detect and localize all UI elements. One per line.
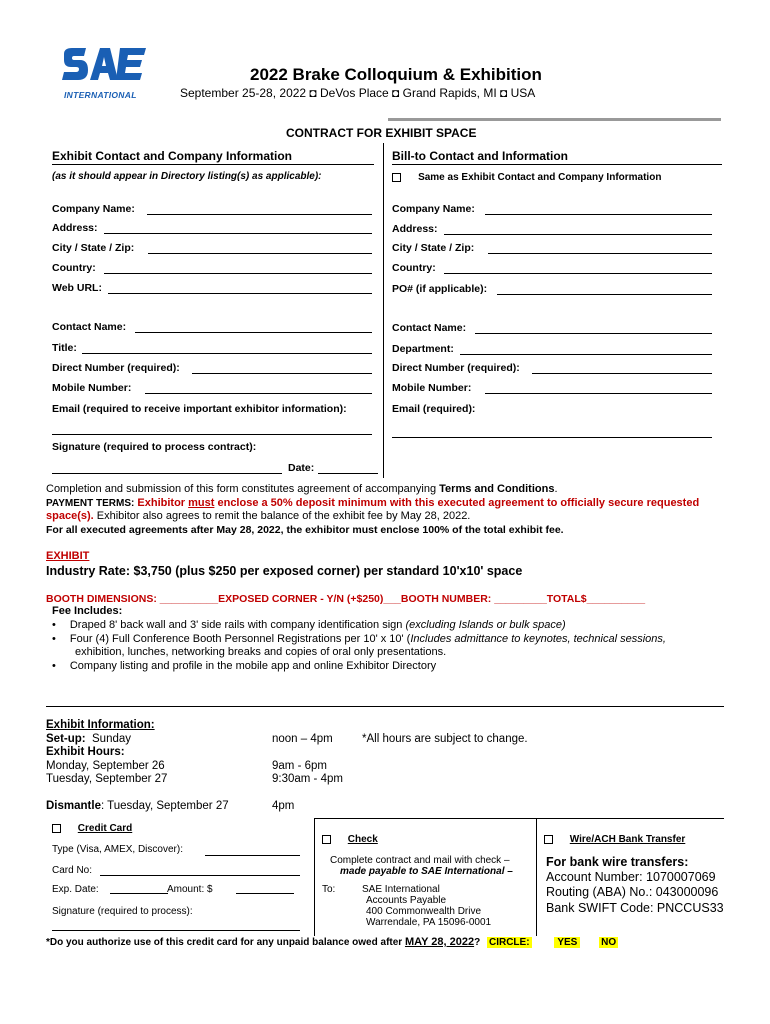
tuesday-time: 9:30am - 4pm (272, 773, 343, 785)
payment-top-border (314, 818, 724, 819)
wire-routing-number: Routing (ABA) No.: 043000096 (546, 885, 719, 899)
left-email-label: Email (required to receive important exhibitor information): (52, 403, 347, 415)
hours-note: *All hours are subject to change. (362, 733, 528, 745)
authorize-yes[interactable]: YES (554, 937, 580, 948)
exhibit-info-heading: Exhibit Information: (46, 719, 155, 731)
tuesday-label: Tuesday, September 27 (46, 773, 168, 785)
right-company-label: Company Name: (392, 203, 475, 215)
authorize-date: MAY 28, 2022 (404, 936, 475, 948)
right-contact-field[interactable] (475, 333, 712, 334)
left-company-label: Company Name: (52, 203, 135, 215)
sae-logo (60, 44, 150, 102)
right-contact-label: Contact Name: (392, 322, 467, 334)
same-as-row[interactable] (392, 171, 661, 183)
card-type-label: Type (Visa, AMEX, Discover): (52, 844, 183, 855)
payment-terms-rest: Exhibitor also agrees to remit the balance of the exhibit fee by May 28, 2022. (93, 510, 471, 522)
section-rule (46, 706, 724, 707)
right-direct-label: Direct Number (required): (392, 362, 520, 374)
event-subtitle: September 25-28, 2022 ◘ DeVos Place ◘ Grand Rapids, MI ◘ USA (180, 86, 536, 100)
check-label: Check (347, 834, 378, 845)
right-department-label: Department: (392, 343, 454, 355)
same-as-checkbox[interactable] (392, 173, 401, 182)
fee-bullet-3-text: Company listing and profile in the mobile app and online Exhibitor Directory (69, 660, 437, 672)
check-instructions-1: Complete contract and mail with check – (330, 855, 510, 866)
payment-terms-red-b: enclose a 50% deposit minimum with this executed agreement to officially secure requested (214, 497, 700, 509)
left-direct-field[interactable] (192, 373, 372, 374)
event-title: 2022 Brake Colloquium & Exhibition (250, 65, 542, 84)
left-mobile-label: Mobile Number: (52, 382, 132, 394)
right-city-label: City / State / Zip: (392, 242, 475, 254)
check-address-line-2: Accounts Payable (366, 895, 447, 906)
left-address-field[interactable] (104, 233, 372, 234)
card-no-field[interactable] (100, 875, 300, 876)
setup-day: Sunday (85, 733, 132, 745)
date-field[interactable] (318, 473, 378, 474)
fee-includes-label: Fee Includes: (52, 605, 123, 617)
wire-heading: For bank wire transfers: (546, 855, 689, 869)
credit-card-label: Credit Card (77, 823, 133, 834)
credit-card-option[interactable] (52, 823, 132, 834)
right-address-label: Address: (392, 223, 438, 235)
bullet-dot: • (52, 619, 56, 631)
cc-signature-field[interactable] (52, 930, 300, 931)
authorize-question: ? (474, 937, 481, 948)
booth-line[interactable]: BOOTH DIMENSIONS: __________EXPOSED CORNER - Y/N (+$250)___BOOTH NUMBER: _________TOTAL$__________ (46, 593, 646, 605)
check-instructions-2: made payable to SAE International – (340, 866, 513, 877)
check-option[interactable] (322, 834, 378, 845)
bill-to-heading-underline (392, 164, 722, 165)
bullet-dot: • (52, 660, 56, 672)
check-to-label: To: (322, 884, 336, 895)
left-web-label: Web URL: (52, 282, 102, 294)
header-divider (388, 118, 721, 121)
contract-title: CONTRACT FOR EXHIBIT SPACE (286, 126, 477, 140)
payment-terms-line2 (46, 510, 470, 522)
fee-bullet-3 (52, 660, 436, 672)
cc-signature-label: Signature (required to process): (52, 906, 193, 917)
right-email-label: Email (required): (392, 403, 476, 415)
payment-terms-must: must (188, 497, 215, 509)
exhibit-label: EXHIBIT (46, 550, 90, 562)
left-city-label: City / State / Zip: (52, 242, 135, 254)
right-company-field[interactable] (485, 214, 712, 215)
amount-label: Amount: $ (167, 884, 213, 895)
left-country-label: Country: (52, 262, 96, 274)
sae-logo-mark (60, 44, 150, 88)
right-mobile-label: Mobile Number: (392, 382, 472, 394)
setup-row (46, 733, 131, 745)
check-box-right-border (536, 818, 537, 936)
right-country-field[interactable] (444, 273, 712, 274)
right-mobile-field[interactable] (485, 393, 712, 394)
left-email-field[interactable] (52, 434, 372, 435)
same-as-label: Same as Exhibit Contact and Company Information (418, 172, 662, 183)
setup-label: Set-up: (46, 733, 86, 745)
check-address-line-1: SAE International (362, 884, 440, 895)
right-po-field[interactable] (497, 294, 712, 295)
directory-note: (as it should appear in Directory listing(s) as applicable): (52, 171, 322, 182)
fee-bullet-1 (52, 619, 566, 631)
setup-time: noon – 4pm (272, 733, 333, 745)
wire-swift-code: Bank SWIFT Code: PNCCUS33 (546, 901, 724, 915)
signature-label: Signature (required to process contract): (52, 441, 257, 453)
payment-terms-line (46, 497, 699, 509)
left-contact-field[interactable] (135, 332, 372, 333)
right-city-field[interactable] (488, 253, 712, 254)
right-country-label: Country: (392, 262, 436, 274)
fee-bullet-1-text: Draped 8' back wall and 3' side rails with company identification sign (69, 619, 406, 631)
signature-field[interactable] (52, 473, 282, 474)
fee-bullet-1-italic: (excluding Islands or bulk space) (405, 619, 566, 631)
exhibit-contact-heading-underline (52, 164, 374, 165)
bill-to-heading: Bill-to Contact and Information (392, 149, 568, 163)
dismantle-time: 4pm (272, 800, 295, 812)
left-country-field[interactable] (104, 273, 372, 274)
exhibit-hours-label: Exhibit Hours: (46, 746, 125, 758)
after-date-terms: For all executed agreements after May 28, 2022, the exhibitor must enclose 100% of the total exhibit fee. (46, 524, 564, 536)
wire-account-number: Account Number: 1070007069 (546, 870, 716, 884)
monday-label: Monday, September 26 (46, 760, 165, 772)
right-email-field[interactable] (392, 437, 712, 438)
dismantle-label: Dismantle (46, 800, 101, 812)
left-city-field[interactable] (148, 253, 372, 254)
fee-bullet-2-cont: exhibition, lunches, networking breaks and copies of oral only presentations. (75, 646, 447, 658)
authorize-no[interactable]: NO (601, 937, 617, 948)
industry-rate: Industry Rate: $3,750 (plus $250 per exposed corner) per standard 10'x10' space (46, 564, 523, 578)
wire-option[interactable] (544, 834, 685, 845)
fee-bullet-2 (52, 633, 666, 645)
left-address-label: Address: (52, 222, 98, 234)
fee-bullet-2-italic: Includes admittance to keynotes, technical sessions, (410, 633, 666, 645)
authorize-text: *Do you authorize use of this credit card for any unpaid balance owed after (46, 937, 405, 948)
check-checkbox[interactable] (322, 835, 331, 844)
dismantle-day: : Tuesday, September 27 (100, 800, 229, 812)
payment-terms-space: space(s). (46, 510, 94, 522)
bullet-dot: • (52, 633, 56, 645)
terms-line-text: Completion and submission of this form constitutes agreement of accompanying (46, 483, 440, 495)
date-label: Date: (288, 462, 315, 474)
terms-link[interactable]: Terms and Conditions (439, 483, 555, 495)
column-divider (383, 143, 384, 478)
wire-label: Wire/ACH Bank Transfer (569, 834, 686, 845)
authorize-line (46, 936, 618, 948)
dismantle-row (46, 800, 229, 812)
payment-terms-red-a: Exhibitor (137, 497, 189, 509)
check-address-line-3: 400 Commonwealth Drive (366, 906, 482, 917)
terms-line-end: . (554, 483, 558, 495)
card-no-label: Card No: (52, 865, 93, 876)
sae-logo-subtext: INTERNATIONAL (64, 90, 137, 100)
left-direct-label: Direct Number (required): (52, 362, 180, 374)
terms-line (46, 483, 558, 495)
payment-terms-label: PAYMENT TERMS: (46, 498, 135, 509)
right-direct-field[interactable] (532, 373, 712, 374)
fee-bullet-2-text: Four (4) Full Conference Booth Personnel Registrations per 10' x 10' ( (69, 633, 411, 645)
right-address-field[interactable] (444, 234, 712, 235)
check-address-line-4: Warrendale, PA 15096-0001 (366, 917, 492, 928)
wire-checkbox[interactable] (544, 835, 553, 844)
authorize-circle-label: CIRCLE: (488, 937, 530, 948)
exp-date-label: Exp. Date: (52, 884, 99, 895)
right-po-label: PO# (if applicable): (392, 283, 488, 295)
left-mobile-field[interactable] (145, 393, 372, 394)
monday-time: 9am - 6pm (272, 760, 327, 772)
card-type-field[interactable] (205, 855, 300, 856)
check-box-left-border (314, 818, 315, 936)
left-company-field[interactable] (147, 214, 372, 215)
left-title-field[interactable] (82, 353, 372, 354)
exhibit-contact-heading: Exhibit Contact and Company Information (52, 149, 293, 163)
exp-date-field[interactable] (110, 893, 168, 894)
right-department-field[interactable] (460, 354, 712, 355)
credit-card-checkbox[interactable] (52, 824, 61, 833)
left-title-label: Title: (52, 342, 77, 354)
left-contact-label: Contact Name: (52, 321, 127, 333)
amount-field[interactable] (236, 893, 294, 894)
left-web-field[interactable] (108, 293, 372, 294)
